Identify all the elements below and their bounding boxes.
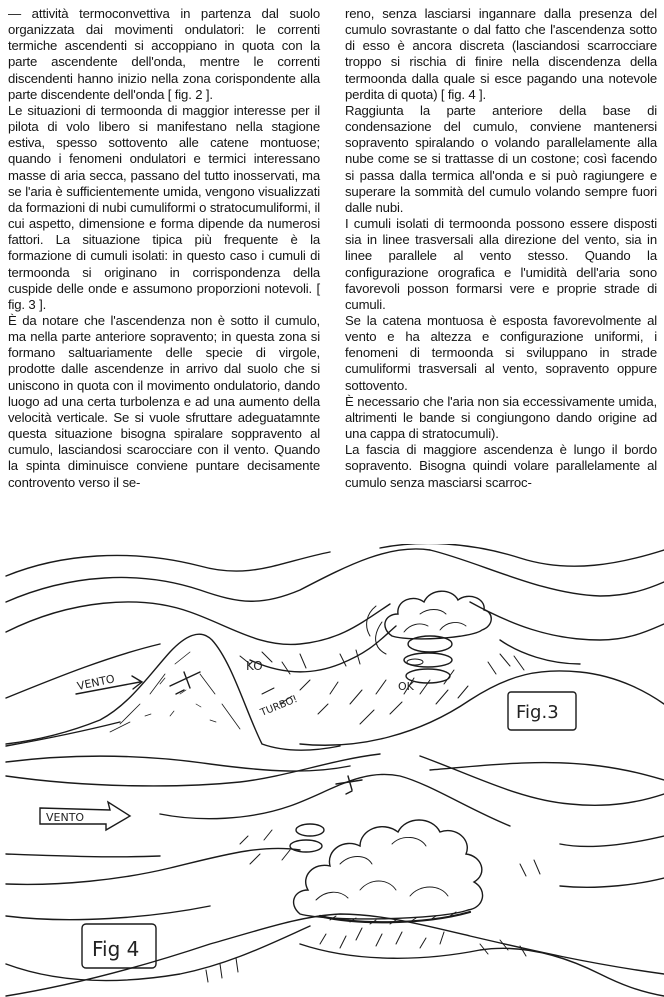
fig4-air-arrows <box>206 830 540 982</box>
fig3-wind-label: VENTO <box>75 672 116 693</box>
paragraph: Raggiunta la parte anteriore della base di condensazione del cumulo, conviene mantenersi sopravento spiralando o volando parallelamente alla nube come se si trattasse di un costone; così facendo si passa dalla termica all'onda e si può ragiungere e superare la sommità del cumulo volando sempre fuori dalle nubi. <box>345 102 657 215</box>
paragraph: La fascia di maggiore ascendenza è lungo il bordo sopravento. Bisogna quindi volare parallelamente al cumulo senza masciarsi scarroc- <box>345 442 657 490</box>
figures-illustration <box>0 544 664 997</box>
paragraph: È da notare che l'ascendenza non è sotto il cumulo, ma nella parte anteriore sopravento; in questa zona si formano saltuariamente delle specie di virgole, prodotte dalle ascendenze in arrivo dal suolo che si uniscono in quota con il movimento ondulatorio, dando luogo ad una certa turbolenza e ad una aumento della velocità verticale. Se si vuole sfruttare adeguatamnte questa situazione bisogna spiralare soppravento al cumulo, lasciandosi scarocciare con il vento. Quando la spinta diminuisce conviene puntare decisamente controvento verso il se- <box>8 312 320 490</box>
fig3-ok-label: OK <box>398 680 414 693</box>
paragraph: I cumuli isolati di termoonda possono essere disposti sia in linee trasversali alla direzione del vento, sia in linee parallele al vento stesso. Quando la configurazione orografica e l'umidità dell'aria sono favorevoli posson formarsi vere e proprie strade di cumuli. <box>345 216 657 312</box>
paragraph: Le situazioni di termoonda di maggior interesse per il pilota di volo libero si manifestano nella stagione estiva, spesso sottovento alle catene montuose; quando i fenomeni ondulatori e termici interessano masse di aria secca, passano del tutto inosservati, ma se l'aria è sufficientemente umida, vengono visualizzati da formazioni di nubi cumuliformi o stratocumuliformi, il cui aspetto, dimensione e forma dipende da numerosi fattori. La situazione tipica più frequente è la formazione di cumuli isolati: in questo caso i cumuli di termoonda si originano in corrispondenza della cuspide delle onde e assumono proporzioni notevoli. [ fig. 3 ]. <box>8 102 320 312</box>
text-column-right <box>345 6 657 491</box>
wave-thermal-sketch <box>0 544 664 997</box>
fig3-glider-icon <box>170 659 423 694</box>
fig3-wave-lines <box>6 544 664 746</box>
fig3-cloud <box>367 591 492 683</box>
fig4-label: Fig 4 <box>92 937 140 961</box>
paragraph: Se la catena montuosa è esposta favorevolmente al vento e ha altezza e configurazione uniformi, i fenomeni di termoonda si sviluppano in strade cumuliformi trasversali al vento, sopravento oppure sottovento. <box>345 312 657 393</box>
fig3-label: Fig.3 <box>516 702 559 723</box>
text-column-left <box>8 6 320 491</box>
paragraph: reno, senza lasciarsi ingannare dalla presenza del cumulo sovrastante o dal fatto che l'ascendenza sotto di esso è ancora discreta (lasciandosi scarrocciare troppo si rischia di finire nella discendenza della termoonda dalla quale si esce pagando una notevole perdita di quota) [ fig. 4 ]. <box>345 6 657 102</box>
paragraph: È necessario che l'aria non sia eccessivamente umida, altrimenti le bande si congiungono dando origine ad una cappa di stratocumuli). <box>345 393 657 442</box>
fig4-cloud <box>290 820 483 924</box>
fig3-ko-label: KO <box>246 659 263 673</box>
fig3-mountain <box>6 634 340 750</box>
fig3-air-arrows <box>240 650 524 724</box>
paragraph: — attività termoconvettiva in partenza dal suolo organizzata dai movimenti ondulatori: le correnti termiche ascendenti si accoppiano in quota con la parte ascendente dell'onda, mentre le correnti discendenti hanno inizio nella zona corispondente alla parte discendente dell'onda [ fig. 2 ]. <box>8 6 320 102</box>
fig3-turbo-label: TURBO! <box>259 693 300 719</box>
fig4-wind-label: VENTO <box>46 811 85 824</box>
